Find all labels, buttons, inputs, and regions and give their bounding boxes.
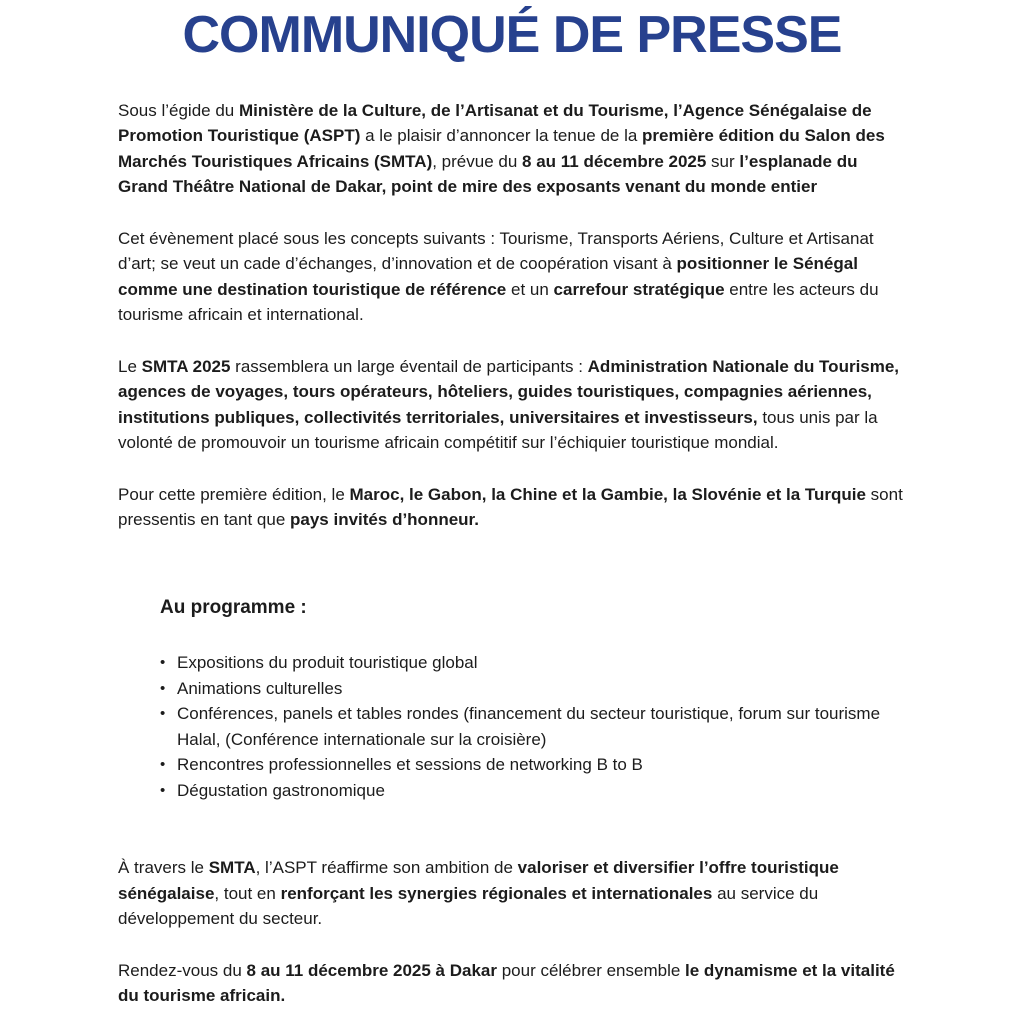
document-title: COMMUNIQUÉ DE PRESSE bbox=[182, 6, 842, 64]
intro-paragraph: Sous l’égide du Ministère de la Culture, de l’Artisanat et du Tourisme, l’Agence Sénégalaise de Promotion Touristique (ASPT) a le plaisir d’annoncer la tenue de la première édition du Salon des Marchés Touristiques Africains (SMTA), prévue du 8 au 11 décembre 2025 sur l’esplanade du Grand Théâtre National de Dakar, point de mire des exposants venant du monde entier bbox=[118, 100, 885, 197]
document-body bbox=[118, 98, 910, 1009]
program-list bbox=[160, 650, 910, 803]
program-heading: Au programme : bbox=[160, 596, 307, 618]
concept-paragraph: Cet évènement placé sous les concepts suivants : Tourisme, Transports Aériens, Culture et Artisanat d’art; se veut un cade d’échanges, d’innovation et de coopération visant à positionner le Sénégal comme une destination touristique de référence et un carrefour stratégique entre les acteurs du tourisme africain et international. bbox=[118, 228, 879, 325]
program-list-item: • Conférences, panels et tables rondes (financement du secteur touristique, forum sur tourisme Halal, (Conférence internationale sur la croisière) bbox=[160, 701, 910, 752]
program-list-item: • Rencontres professionnelles et sessions de networking B to B bbox=[160, 752, 910, 778]
program-list-item: • Animations culturelles bbox=[160, 676, 910, 702]
guests-paragraph: Pour cette première édition, le Maroc, le Gabon, la Chine et la Gambie, la Slovénie et la Turquie sont pressentis en tant que pays invités d’honneur. bbox=[118, 484, 903, 530]
rendezvous-paragraph: Rendez-vous du 8 au 11 décembre 2025 à Dakar pour célébrer ensemble le dynamisme et la vitalité du tourisme africain. bbox=[118, 960, 895, 1006]
participants-paragraph: Le SMTA 2025 rassemblera un large éventail de participants : Administration Nationale du Tourisme, agences de voyages, tours opérateurs, hôteliers, guides touristiques, compagnies aériennes, institutions publiques, collectivités territoriales, universitaires et investisseurs, tous unis par la volonté de promouvoir un tourisme africain compétitif sur l’échiquier touristique mondial. bbox=[118, 356, 900, 453]
program-list-item: • Expositions du produit touristique global bbox=[160, 650, 910, 676]
ambition-paragraph: À travers le SMTA, l’ASPT réaffirme son ambition de valoriser et diversifier l’offre touristique sénégalaise, tout en renforçant les synergies régionales et internationales au service du développement du secteur. bbox=[118, 858, 839, 929]
program-list-item: • Dégustation gastronomique bbox=[160, 778, 910, 804]
